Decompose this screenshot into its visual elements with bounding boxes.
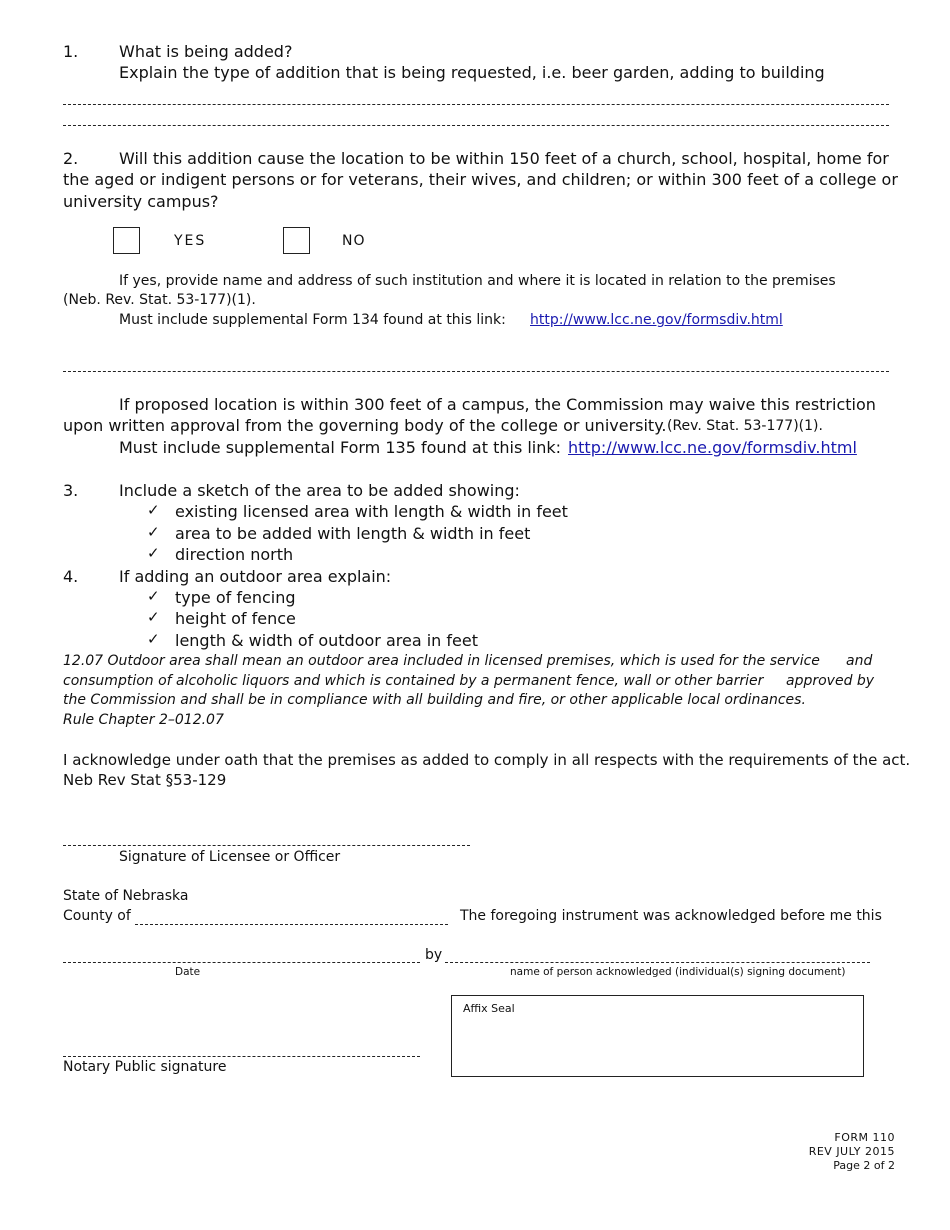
q3-item-2: area to be added with length & width in feet bbox=[175, 524, 531, 543]
signature-label: Signature of Licensee or Officer bbox=[119, 849, 341, 865]
oath-line-2: Neb Rev Stat §53-129 bbox=[63, 771, 227, 789]
rule-line-1-end: and bbox=[846, 653, 873, 669]
ifyes-line-1: If yes, provide name and address of such institution and where it is located in relation to the premises bbox=[119, 273, 836, 289]
q1-answer-line-2[interactable] bbox=[63, 125, 889, 126]
by-label: by bbox=[425, 947, 443, 963]
q4-item-3: length & width of outdoor area in feet bbox=[175, 631, 478, 650]
seal-label: Affix Seal bbox=[463, 1002, 515, 1015]
notary-signature-label: Notary Public signature bbox=[63, 1059, 227, 1075]
signature-line[interactable] bbox=[63, 845, 470, 846]
acknowledged-name-line[interactable] bbox=[445, 962, 870, 963]
county-line[interactable] bbox=[135, 924, 448, 925]
name-caption: name of person acknowledged (individual(s) signing document) bbox=[510, 966, 846, 978]
county-label: County of bbox=[63, 908, 131, 924]
check-icon: ✓ bbox=[147, 608, 160, 626]
q3-item-3: direction north bbox=[175, 545, 294, 564]
form134-text: Must include supplemental Form 134 found at this link: bbox=[119, 312, 506, 328]
notary-signature-line[interactable] bbox=[63, 1056, 420, 1057]
oath-line-1: I acknowledge under oath that the premises as added to comply in all respects with the requirements of the act. bbox=[63, 751, 911, 769]
q1-explain: Explain the type of addition that is being requested, i.e. beer garden, adding to building bbox=[119, 63, 825, 82]
campus-line-1: If proposed location is within 300 feet of a campus, the Commission may waive this restriction bbox=[119, 395, 876, 414]
q3-text: Include a sketch of the area to be added showing: bbox=[119, 481, 520, 500]
campus-line-2: upon written approval from the governing body of the college or university. bbox=[63, 416, 667, 435]
check-icon: ✓ bbox=[147, 587, 160, 605]
check-icon: ✓ bbox=[147, 630, 160, 648]
q1-question: What is being added? bbox=[119, 42, 293, 61]
revision: REV JULY 2015 bbox=[808, 1145, 895, 1158]
q2-number: 2. bbox=[63, 149, 79, 168]
page-number: Page 2 of 2 bbox=[833, 1159, 895, 1172]
form135-link[interactable]: http://www.lcc.ne.gov/formsdiv.html bbox=[568, 438, 857, 457]
no-label: NO bbox=[342, 233, 366, 249]
q4-item-1: type of fencing bbox=[175, 588, 296, 607]
yes-label: YES bbox=[174, 233, 207, 249]
q4-item-2: height of fence bbox=[175, 609, 296, 628]
campus-cite: (Rev. Stat. 53-177)(1). bbox=[667, 418, 823, 434]
rule-citation: Rule Chapter 2–012.07 bbox=[63, 712, 224, 728]
date-caption: Date bbox=[175, 966, 201, 978]
rule-line-1: 12.07 Outdoor area shall mean an outdoor area included in licensed premises, which is used for the service bbox=[63, 653, 820, 669]
check-icon: ✓ bbox=[147, 501, 160, 519]
q2-line-3: university campus? bbox=[63, 192, 219, 211]
check-icon: ✓ bbox=[147, 523, 160, 541]
rule-line-2-end: approved by bbox=[786, 673, 875, 689]
q4-text: If adding an outdoor area explain: bbox=[119, 567, 392, 586]
rule-line-3: the Commission and shall be in compliance with all building and fire, or other applicable local ordinances. bbox=[63, 692, 806, 708]
form134-link[interactable]: http://www.lcc.ne.gov/formsdiv.html bbox=[530, 312, 783, 328]
rule-line-2: consumption of alcoholic liquors and which is contained by a permanent fence, wall or other barrier bbox=[63, 673, 764, 689]
seal-box bbox=[451, 995, 864, 1077]
ifyes-line-2: (Neb. Rev. Stat. 53-177)(1). bbox=[63, 292, 256, 308]
foregoing-text: The foregoing instrument was acknowledged before me this bbox=[460, 908, 882, 924]
q1-answer-line-1[interactable] bbox=[63, 104, 889, 105]
q3-number: 3. bbox=[63, 481, 79, 500]
form135-text: Must include supplemental Form 135 found at this link: bbox=[119, 438, 562, 457]
date-line[interactable] bbox=[63, 962, 420, 963]
q1-number: 1. bbox=[63, 42, 79, 61]
q3-item-1: existing licensed area with length & width in feet bbox=[175, 502, 568, 521]
no-checkbox[interactable] bbox=[283, 227, 310, 254]
yes-checkbox[interactable] bbox=[113, 227, 140, 254]
check-icon: ✓ bbox=[147, 544, 160, 562]
q2-answer-line[interactable] bbox=[63, 371, 889, 372]
q4-number: 4. bbox=[63, 567, 79, 586]
q2-line-2: the aged or indigent persons or for veterans, their wives, and children; or within 300 feet of a college or bbox=[63, 170, 898, 189]
state-label: State of Nebraska bbox=[63, 888, 189, 904]
q2-line-1: Will this addition cause the location to be within 150 feet of a church, school, hospital, home for bbox=[119, 149, 889, 168]
form-number: FORM 110 bbox=[834, 1131, 895, 1144]
